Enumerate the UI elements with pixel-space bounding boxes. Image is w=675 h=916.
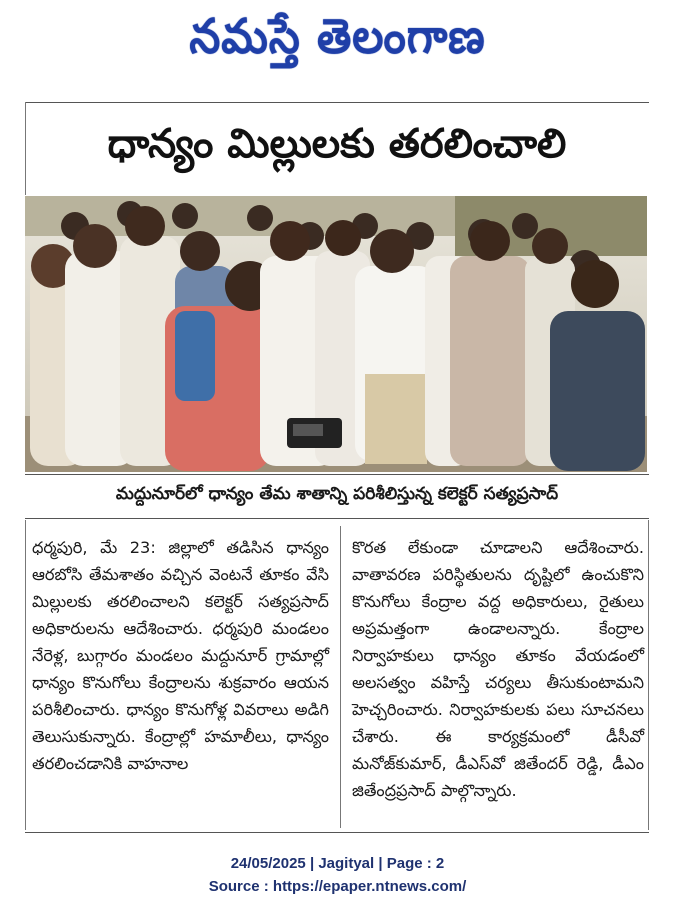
footer-dateline [0, 855, 675, 872]
news-photo [25, 196, 647, 472]
article-body-left [32, 534, 329, 834]
photo-bottom-rule [25, 474, 649, 475]
body-right-text: కొరత లేకుండా చూడాలని ఆదేశించారు. వాతావరణ పరిస్థితులను దృష్టిలో ఉంచుకొని కొనుగోలు కేంద్రాల వద్ద అధికారులు, రైతులు అప్రమత్తంగా ఉండాలన్నారు. కేంద్రాల నిర్వాహకులు ధాన్యం తూకం వేయడంలో అలసత్వం వహిస్తే చర్యలు తీసుకుంటామని హెచ్చరించారు. నిర్వాహకులకు పలు సూచనలు చేశారు. ఈ కార్యక్రమంలో డీసీవో మనోజ్‌కుమార్, డీఎస్‌వో జితేందర్ రెడ్డి, డీఎం జితేంద్రప్రసాద్ పాల్గొన్నారు. [352, 538, 644, 800]
photo-caption: మద్దునూర్‌లో ధాన్యం తేమ శాతాన్ని పరిశీలిస్తున్న కలెక్టర్ సత్యప్రసాద్ [115, 484, 559, 504]
caption-bottom-rule [25, 518, 649, 519]
body-left-text: ధర్మపురి, మే 23: జిల్లాలో తడిసిన ధాన్యం ఆరబోసి తేమశాతం వచ్చిన వెంటనే తూకం వేసి మిల్లులకు తరలించాలని కలెక్టర్ సత్యప్రసాద్ అధికారులను ఆదేశించారు. ధర్మపురి మండలం నేరెళ్ల, బుగ్గారం మండలం మద్దునూర్ గ్రామాల్లో ధాన్యం కొనుగోలు కేంద్రాలను శుక్రవారం ఆయన పరిశీలించారు. ధాన్యం కొనుగోళ్ల వివరాలు అడిగి తెలుసుకున్నారు. కేంద్రాల్లో హమాలీలు, ధాన్యం తరలించడానికి వాహనాల [32, 538, 329, 773]
footer-page: Page : 2 [386, 855, 445, 872]
masthead [0, 0, 675, 86]
headline-top-rule [25, 102, 649, 103]
column-divider [340, 526, 341, 828]
footer-separator: | [309, 855, 319, 872]
newspaper-title: నమస్తే తెలంగాణ [189, 9, 486, 65]
body-bottom-rule [25, 832, 649, 833]
footer-source: Source : https://epaper.ntnews.com/ [208, 878, 467, 895]
body-right-rule [648, 520, 649, 830]
footer-date: 24/05/2025 [230, 855, 306, 872]
footer-separator: | [378, 855, 387, 872]
footer-edition: Jagityal [318, 855, 375, 872]
headline-text: ధాన్యం మిల్లులకు తరలించాలి [107, 121, 567, 167]
article-body-right [352, 534, 644, 834]
article-headline [25, 105, 649, 193]
body-left-rule [25, 520, 26, 830]
